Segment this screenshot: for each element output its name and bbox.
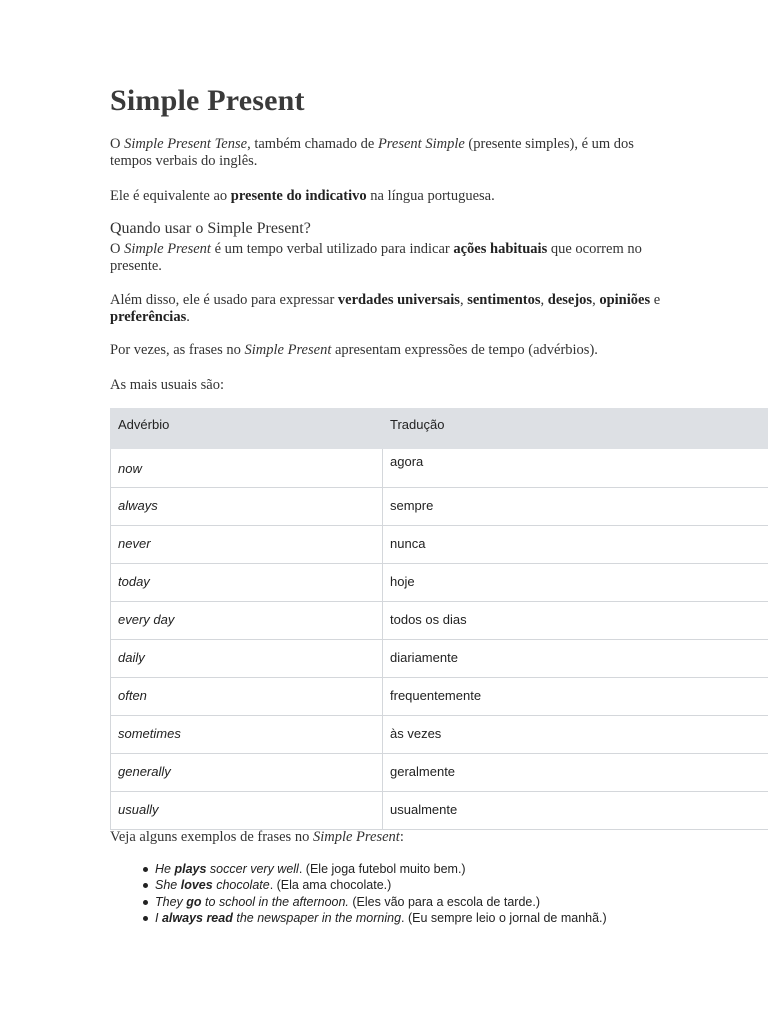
also-bold-2: sentimentos [467, 292, 541, 308]
translation-cell: todos os dias [383, 602, 768, 640]
translation-cell: nunca [383, 526, 768, 564]
also-bold-5: preferências [110, 309, 187, 325]
list-item [155, 894, 607, 910]
examples-intro-term: Simple Present [312, 829, 400, 845]
example-translation: . (Ele joga futebol muito bem.) [298, 862, 466, 876]
adverb-cell: every day [111, 602, 383, 640]
also-and: e [653, 292, 661, 308]
column-header-translation: Tradução [383, 409, 768, 449]
list-item [155, 861, 607, 877]
also-period: . [186, 309, 190, 325]
column-header-adverb: Advérbio [111, 409, 383, 449]
table-row [111, 526, 768, 564]
translation-cell: diariamente [383, 640, 768, 678]
usage-bold-term: ações habituais [453, 241, 548, 257]
example-subject: He [155, 862, 171, 876]
example-verb: always read [161, 910, 233, 925]
adverbs-table [110, 408, 768, 830]
example-verb: loves [180, 878, 213, 893]
also-bold-1: verdades universais [337, 292, 460, 308]
usage-paragraph [110, 241, 670, 275]
example-rest: to school in the afternoon. [205, 894, 349, 909]
adverb-cell: always [111, 488, 383, 526]
usage-text-end: que ocorrem no presente. [110, 241, 642, 274]
example-rest: chocolate [216, 878, 270, 893]
sometimes-text-start: Por vezes, as frases no [110, 342, 241, 358]
translation-cell: hoje [383, 564, 768, 602]
equiv-bold-term: presente do indicativo [230, 188, 367, 204]
table-header-row [111, 409, 768, 449]
also-text-start: Além disso, ele é usado para expressar [110, 292, 335, 308]
translation-cell: usualmente [383, 792, 768, 830]
sometimes-text-end: apresentam expressões de tempo (advérbios). [334, 342, 598, 358]
adverb-cell: daily [111, 640, 383, 678]
most-used-label: As mais usuais são: [110, 377, 224, 393]
example-rest: the newspaper in the morning [236, 910, 402, 925]
intro-paragraph [110, 136, 670, 170]
adverb-cell: generally [111, 754, 383, 792]
equivalence-paragraph [110, 188, 670, 205]
also-sep-2: , [540, 292, 545, 308]
also-bold-4: opiniões [599, 292, 651, 308]
examples-intro-text: Veja alguns exemplos de frases no [110, 829, 310, 845]
translation-cell: geralmente [383, 754, 768, 792]
equiv-text-end: na língua portuguesa. [370, 188, 495, 204]
table-row [111, 564, 768, 602]
usage-text-start: O [110, 241, 121, 257]
example-verb: plays [174, 862, 207, 876]
adverb-cell: usually [111, 792, 383, 830]
adverb-cell: sometimes [111, 716, 383, 754]
sometimes-paragraph [110, 342, 670, 359]
table-row [111, 792, 768, 830]
table-row [111, 488, 768, 526]
adverb-cell: never [111, 526, 383, 564]
also-paragraph [110, 292, 670, 326]
adverb-cell: often [111, 678, 383, 716]
example-subject: I [155, 910, 159, 925]
usage-text-mid: é um tempo verbal utilizado para indicar [214, 241, 450, 257]
list-item [155, 910, 607, 926]
example-rest: soccer very well [209, 862, 299, 876]
examples-list [125, 861, 607, 926]
translation-cell: às vezes [383, 716, 768, 754]
examples-intro [110, 829, 404, 846]
equiv-text-start: Ele é equivalente ao [110, 188, 228, 204]
table-row [111, 678, 768, 716]
adverb-cell: now [111, 449, 383, 488]
intro-text-start: O [110, 136, 121, 152]
intro-text-end: (presente simples), é um dos tempos verbais do inglês. [110, 136, 634, 169]
sometimes-term: Simple Present [244, 342, 332, 358]
also-bold-3: desejos [547, 292, 593, 308]
also-sep-1: , [459, 292, 464, 308]
example-subject: She [155, 878, 178, 893]
intro-text-mid: , também chamado de [247, 136, 375, 152]
term-simple-present-tense: Simple Present Tense [124, 136, 248, 152]
example-translation: (Eles vão para a escola de tarde.) [348, 894, 540, 909]
table-row [111, 716, 768, 754]
translation-cell: frequentemente [383, 678, 768, 716]
table-row [111, 449, 768, 488]
example-subject: They [155, 894, 183, 909]
list-item [155, 877, 607, 893]
translation-cell: sempre [383, 488, 768, 526]
example-translation: . (Eu sempre leio o jornal de manhã.) [401, 910, 607, 925]
table-row [111, 640, 768, 678]
term-present-simple: Present Simple [377, 136, 465, 152]
adverb-cell: today [111, 564, 383, 602]
table-row [111, 602, 768, 640]
example-verb: go [186, 894, 202, 909]
section-heading: Quando usar o Simple Present? [110, 220, 311, 237]
page-title: Simple Present [110, 84, 305, 117]
example-translation: . (Ela ama chocolate.) [269, 878, 392, 893]
examples-intro-colon: : [399, 829, 404, 845]
table-row [111, 754, 768, 792]
usage-term: Simple Present [124, 241, 211, 257]
also-sep-3: , [592, 292, 596, 308]
translation-cell: agora [383, 449, 768, 488]
